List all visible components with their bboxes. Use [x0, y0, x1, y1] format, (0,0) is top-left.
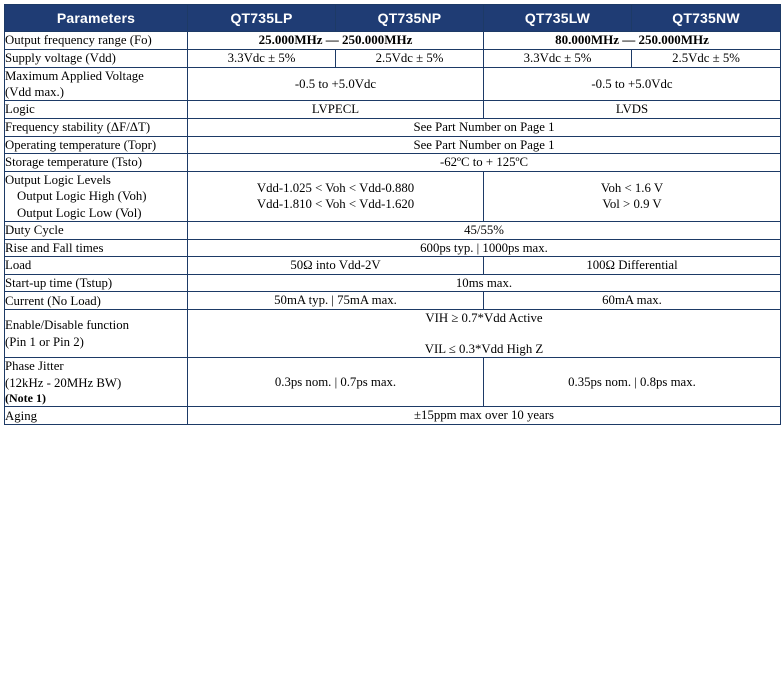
table-row	[5, 136, 781, 154]
parameter-cell	[5, 407, 188, 425]
parameter-cell	[5, 101, 188, 119]
table-row	[5, 67, 781, 101]
value-text: 80.000MHz — 250.000MHz	[555, 32, 709, 47]
parameter-label: Output frequency range (Fo)	[5, 33, 152, 48]
value-cell	[484, 32, 781, 50]
parameter-sublabel-low: Output Logic Low (Vol)	[17, 205, 142, 220]
value-cell	[188, 310, 781, 358]
parameter-label: Phase Jitter	[5, 359, 64, 374]
value-text: 600ps typ. | 1000ps max.	[420, 240, 548, 255]
parameter-label: Rise and Fall times	[5, 240, 104, 255]
value-cell	[188, 118, 781, 136]
parameter-cell	[5, 310, 188, 358]
value-text: -0.5 to +5.0Vdc	[591, 76, 673, 91]
value-cell	[188, 49, 336, 67]
parameter-label: Aging	[5, 408, 37, 423]
value-text: LVDS	[615, 102, 649, 117]
parameter-label: Output Logic Levels	[5, 172, 111, 187]
parameter-cell	[5, 136, 188, 154]
value-cell	[188, 239, 781, 257]
parameter-cell	[5, 154, 188, 172]
value-text: 2.5Vdc ± 5%	[672, 50, 740, 65]
value-text: See Part Number on Page 1	[413, 119, 555, 134]
value-text: Voh < 1.6 V	[600, 180, 664, 195]
table-row	[5, 171, 781, 221]
value-text: ±15ppm max over 10 years	[414, 408, 554, 423]
value-cell	[188, 292, 484, 310]
parameter-cell	[5, 358, 188, 407]
parameter-cell	[5, 49, 188, 67]
value-text: LVPECL	[311, 102, 360, 117]
value-cell	[336, 49, 484, 67]
value-text: 100Ω Differential	[586, 258, 678, 273]
value-cell	[188, 136, 781, 154]
parameter-label: Storage temperature (Tsto)	[5, 155, 142, 170]
parameter-label-line2: (Pin 1 or Pin 2)	[5, 334, 84, 349]
column-header-qt735np: QT735NP	[336, 5, 484, 32]
value-text: 3.3Vdc ± 5%	[523, 50, 592, 65]
parameter-label: Start-up time (Tstup)	[5, 275, 113, 290]
value-cell	[632, 49, 781, 67]
table-row	[5, 257, 781, 275]
parameter-label: Logic	[5, 102, 35, 117]
value-cell	[484, 49, 632, 67]
table-row	[5, 118, 781, 136]
value-cell	[484, 358, 781, 407]
parameter-label-line2: (Vdd max.)	[5, 84, 64, 99]
table-row	[5, 407, 781, 425]
value-text: 2.5Vdc ± 5%	[375, 50, 444, 65]
value-cell	[188, 154, 781, 172]
value-cell	[188, 407, 781, 425]
value-text: 50Ω into Vdd-2V	[290, 258, 381, 273]
value-text: -62ºC to + 125ºC	[439, 155, 529, 170]
column-header-qt735lw: QT735LW	[484, 5, 632, 32]
value-cell	[188, 257, 484, 275]
parameter-sublabel-high: Output Logic High (Voh)	[17, 189, 147, 204]
value-cell	[188, 67, 484, 101]
parameter-cell	[5, 274, 188, 292]
table-row	[5, 101, 781, 119]
value-text: Vdd-1.025 < Voh < Vdd-0.880	[256, 180, 415, 195]
value-cell	[484, 101, 781, 119]
value-text: 60mA max.	[602, 293, 662, 308]
value-text: See Part Number on Page 1	[413, 137, 555, 152]
value-text: -0.5 to +5.0Vdc	[294, 76, 377, 91]
value-text: 0.35ps nom. | 0.8ps max.	[568, 375, 696, 389]
table-row	[5, 292, 781, 310]
parameter-label: Maximum Applied Voltage	[5, 68, 144, 83]
column-header-parameters: Parameters	[5, 5, 188, 32]
value-cell	[188, 221, 781, 239]
parameter-cell	[5, 292, 188, 310]
value-cell	[484, 67, 781, 101]
parameter-cell	[5, 171, 188, 221]
parameter-label: Frequency stability (ΔF/ΔT)	[5, 120, 151, 135]
value-text-secondary: VIL ≤ 0.3*Vdd High Z	[424, 341, 544, 356]
parameter-label: Current (No Load)	[5, 293, 101, 308]
value-cell	[188, 32, 484, 50]
value-cell	[484, 257, 781, 275]
table-row	[5, 154, 781, 172]
value-text: 10ms max.	[455, 275, 513, 290]
value-text: 50mA typ. | 75mA max.	[274, 293, 397, 308]
value-text: 3.3Vdc ± 5%	[227, 50, 296, 65]
table-row	[5, 239, 781, 257]
parameter-label: Operating temperature (Topr)	[5, 137, 157, 152]
column-header-qt735lp: QT735LP	[188, 5, 336, 32]
value-cell	[188, 101, 484, 119]
parameter-cell	[5, 32, 188, 50]
parameter-cell	[5, 118, 188, 136]
parameter-label-line2: (12kHz - 20MHz BW)	[5, 375, 122, 390]
table-row	[5, 274, 781, 292]
value-text-secondary: Vol > 0.9 V	[602, 197, 662, 212]
table-body	[5, 32, 781, 425]
table-row	[5, 49, 781, 67]
table-row	[5, 310, 781, 358]
value-text: 0.3ps nom. | 0.7ps max.	[274, 375, 397, 389]
parameter-label: Load	[5, 258, 32, 273]
table-row	[5, 32, 781, 50]
parameter-cell	[5, 257, 188, 275]
table-row	[5, 358, 781, 407]
column-header-qt735nw: QT735NW	[632, 5, 781, 32]
parameter-label: Enable/Disable function	[5, 318, 130, 333]
value-cell	[484, 292, 781, 310]
parameter-cell	[5, 67, 188, 101]
value-text: 25.000MHz — 250.000MHz	[258, 32, 413, 47]
parameter-cell	[5, 239, 188, 257]
parameter-note-reference: (Note 1)	[5, 391, 46, 406]
table-header	[5, 5, 781, 32]
specification-table	[4, 4, 781, 425]
value-cell	[188, 171, 484, 221]
parameter-label: Supply voltage (Vdd)	[5, 51, 116, 66]
value-text-secondary: Vdd-1.810 < Voh < Vdd-1.620	[256, 197, 415, 212]
value-cell	[188, 274, 781, 292]
parameter-label: Duty Cycle	[5, 223, 64, 238]
value-text: 45/55%	[464, 222, 504, 237]
header-row	[5, 5, 781, 32]
value-cell	[188, 358, 484, 407]
value-text: VIH ≥ 0.7*Vdd Active	[425, 311, 543, 326]
table-row	[5, 221, 781, 239]
parameter-cell	[5, 221, 188, 239]
value-cell	[484, 171, 781, 221]
